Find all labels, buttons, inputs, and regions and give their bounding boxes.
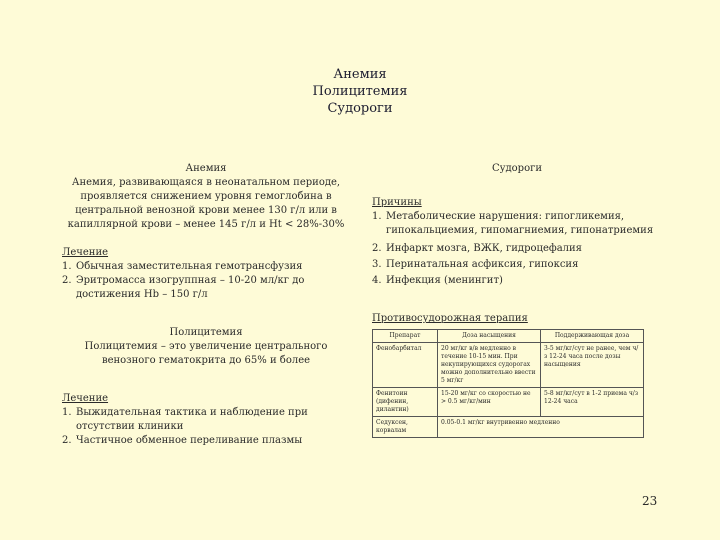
left-column [62,162,350,448]
anemia-treatment-list [62,260,350,302]
list-item: 2. Инфаркт мозга, ВЖК, гидроцефалия [372,243,582,254]
list-item: 2. Частичное обменное переливание плазмы [62,435,303,446]
table-cell: 0.05-0.1 мг/кг внутривенно медленно [438,417,644,438]
table-row [373,343,644,388]
table-cell: Фенобарбитал [373,343,438,388]
table-header: Препарат [373,330,438,343]
table-header-row [373,330,644,343]
table-row [373,388,644,417]
causes-list [372,210,662,288]
seizures-heading: Судороги [491,163,543,174]
list-item: 1. Выжидательная тактика и наблюдение при отсутствии клиники [62,407,308,432]
table-header: Доза насыщения [438,330,541,343]
table-header: Поддерживающая доза [541,330,644,343]
list-item: 2. Эритромасса изогруппная – 10-20 мл/кг до достижения Hb – 150 г/л [62,275,305,300]
table-cell: 3-5 мг/кг/сут не ранее, чем ч/з 12-24 часа после дозы насыщения [541,343,644,388]
polycythemia-heading: Полицитемия [169,327,243,338]
table-cell: 15-20 мг/кг со скоростью не > 0.5 мг/кг/мин [438,388,541,417]
table-cell: 5-8 мг/кг/сут в 1-2 приема ч/з 12-24 часа [541,388,644,417]
anemia-treatment-label: Лечение [62,247,109,258]
table-cell: Седуксен, корвалам [373,417,438,438]
right-column [372,162,662,438]
slide-title [0,66,720,117]
table-cell: 20 мг/кг в/в медленно в течение 10-15 мин. При некупирующихся судорогах можно дополнительно ввести 5 мг/кг [438,343,541,388]
title-line-seizures: Судороги [327,101,393,116]
title-line-polycythemia: Полицитемия [312,84,408,99]
list-item: 1. Обычная заместительная гемотрансфузия [62,261,303,272]
causes-label: Причины [372,197,422,208]
polycythemia-definition: Полицитемия – это увеличение центрального венозного гематокрита до 65% и более [84,341,328,366]
polycythemia-treatment-list [62,406,350,448]
anemia-heading: Анемия [185,163,227,174]
therapy-table [372,329,644,438]
page-number: 23 [642,494,658,508]
title-line-anemia: Анемия [333,67,387,82]
anemia-definition: Анемия, развивающаяся в неонатальном периоде, проявляется снижением уровня гемоглобина в центральной венозной крови менее 130 г/л или в капиллярной крови – менее 145 г/л и Ht < 28%-30% [67,177,345,230]
list-item: 1. Метаболические нарушения: гипогликемия, гипокальциемия, гипомагниемия, гипонатриемия [372,211,654,236]
therapy-label: Противосудорожная терапия [372,313,528,324]
polycythemia-treatment-label: Лечение [62,393,109,404]
list-item: 3. Перинатальная асфиксия, гипоксия [372,259,579,270]
table-row [373,417,644,438]
table-cell: Фенитоин (дифенин, дилантин) [373,388,438,417]
list-item: 4. Инфекция (менингит) [372,275,503,286]
